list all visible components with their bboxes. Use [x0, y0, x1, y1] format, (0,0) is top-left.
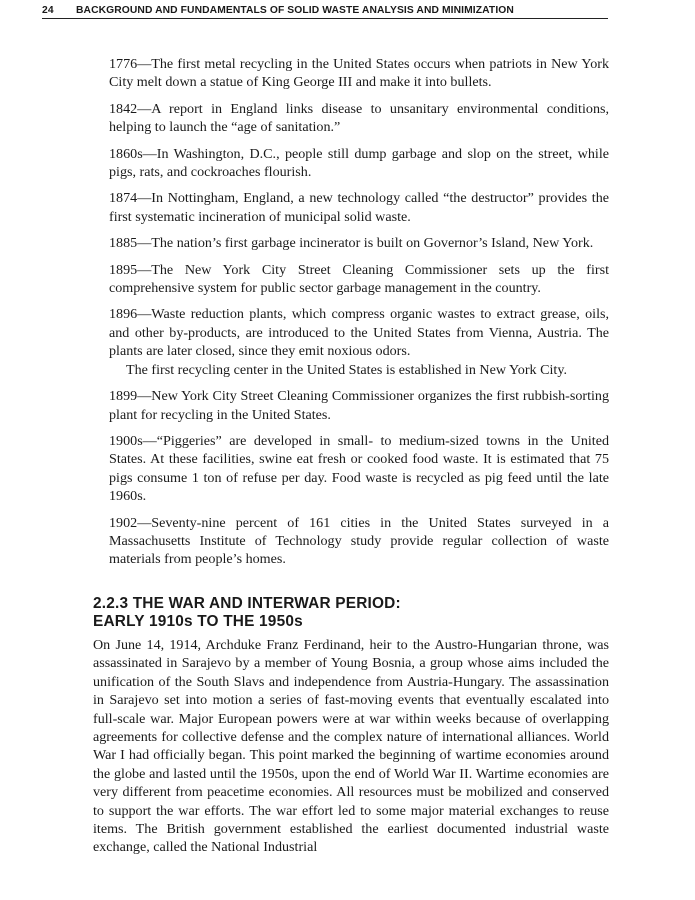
timeline-entry	[109, 514, 609, 569]
timeline-entry-text: 1902—Seventy-nine percent of 161 cities in the United States surveyed in a Massachusetts Institute of Technology study provide regular collection of waste materials from people’s homes.	[109, 514, 609, 568]
timeline-list	[109, 55, 609, 577]
section-2-2-3	[93, 595, 609, 857]
timeline-entry-text: 1899—New York City Street Cleaning Commissioner organizes the first rubbish-sorting plant for recycling in the United States.	[109, 388, 609, 423]
timeline-entry-text: The first recycling center in the United States is established in New York City.	[126, 361, 567, 378]
timeline-entry	[109, 432, 609, 506]
running-title: BACKGROUND AND FUNDAMENTALS OF SOLID WASTE ANALYSIS AND MINIMIZATION	[76, 5, 514, 16]
timeline-entry-text: 1895—The New York City Street Cleaning Commissioner sets up the first comprehensive system for public sector garbage management in the country.	[109, 261, 609, 297]
timeline-entry	[109, 100, 609, 137]
timeline-entry-text: 1885—The nation’s first garbage incinerator is built on Governor’s Island, New York.	[109, 235, 594, 252]
timeline-entry-text: 1776—The first metal recycling in the United States occurs when patriots in New York City melt down a statue of King George III and make it into bullets.	[109, 56, 609, 91]
section-heading	[93, 595, 609, 631]
section-heading-line1: 2.2.3 THE WAR AND INTERWAR PERIOD:	[93, 595, 401, 612]
page-number: 24	[42, 5, 54, 16]
timeline-entry-text: 1860s—In Washington, D.C., people still dump garbage and slop on the street, while pigs, rats, and cockroaches flourish.	[109, 145, 609, 181]
timeline-entry	[109, 387, 609, 424]
timeline-entry-text: 1900s—“Piggeries” are developed in small- to medium-sized towns in the United States. At these facilities, swine eat fresh or cooked food waste. It is estimated that 75 pigs consume 1 ton of refuse per day. Food waste is recycled as pig feed until the late 1960s.	[109, 432, 609, 505]
timeline-entry	[109, 234, 609, 252]
timeline-entry-text: 1842—A report in England links disease to unsanitary environmental conditions, helping to launch the “age of sanitation.”	[109, 100, 609, 136]
running-header	[42, 5, 608, 19]
section-heading-line2: EARLY 1910s TO THE 1950s	[93, 613, 303, 630]
timeline-entry	[109, 261, 609, 298]
timeline-entry	[109, 189, 609, 226]
timeline-entry	[109, 305, 609, 379]
section-body-paragraph: On June 14, 1914, Archduke Franz Ferdinand, heir to the Austro-Hungarian throne, was assassinated in Sarajevo by a member of Young Bosnia, a group whose aims included the unification of the South Slavs and independence from Austria-Hungary. The assassination in Sarajevo set into motion a series of fast-moving events that eventually escalated into full-scale war. Major European powers were at war within weeks because of overlapping agreements for collective defense and the complex nature of international alliances. World War I had officially began. This point marked the beginning of wartime economies around the globe and lasted until the 1950s, upon the end of World War II. Wartime economies are very different from peacetime economies. All resources must be mobilized and conserved to support the war efforts. The war effort led to some major material exchanges to reuse items. The British government established the earliest documented industrial waste exchange, called the National Industrial	[93, 637, 609, 856]
timeline-entry-text: 1874—In Nottingham, England, a new technology called “the destructor” provides the first systematic incineration of municipal solid waste.	[109, 190, 609, 225]
timeline-entry	[109, 145, 609, 182]
timeline-entry-text: 1896—Waste reduction plants, which compress organic wastes to extract grease, oils, and other by-products, are introduced to the United States from Vienna, Austria. The plants are later closed, since they emit noxious odors.	[109, 306, 609, 360]
timeline-entry	[109, 55, 609, 92]
